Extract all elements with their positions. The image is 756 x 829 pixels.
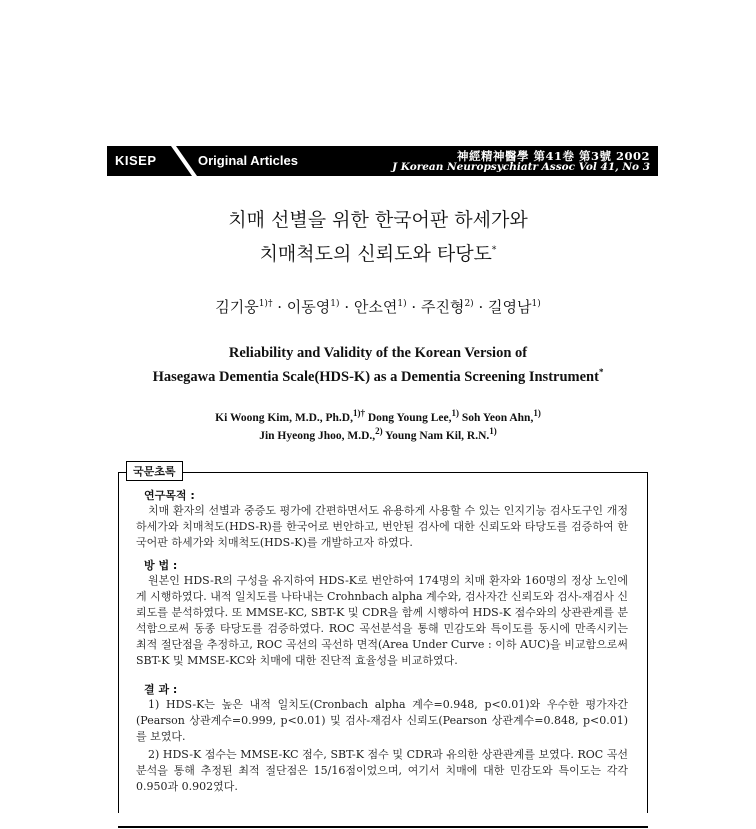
abstract-label: 국문초록 <box>126 461 183 481</box>
english-authors-line-1: Ki Woong Kim, M.D., Ph.D,$^{1)\dagger}$ Dong Young Lee,$^{1)}$ Soh Yeon Ahn,$^{1)}$ <box>215 408 541 424</box>
methods-paragraph: 원본인 HDS-R의 구성을 유지하여 HDS-K로 번안하여 174명의 치매 환자와 160명의 정상 노인에게 시행하였다. 내적 일치도를 나타내는 Crohnbach alpha 계수와, 검사자간 신뢰도와 검사-재검사 신뢰도를 분석하였다. 또 MMSE-KC, SBT-K 및 CDR을 함께 시행하여 HDS-K 점수와의 상관관계를 분석함으로써 동종 타당도를 검증하였다. ROC 곡선분석을 통해 민감도와 특이도를 동시에 만족시키는 최적 절단점을 추정하고, ROC 곡선의 곡선하 면적(Area Under Curve : 이하 AUC)을 비교함으로써 SBT-K 및 MMSE-KC와 치매에 대한 진단적 효율성을 비교하였다. <box>136 574 628 667</box>
methods-heading: 방 법 : <box>144 559 178 572</box>
section-label: Original Articles <box>198 153 298 168</box>
objective-heading: 연구목적 : <box>144 489 195 502</box>
english-title-line-1: Reliability and Validity of the Korean Version of <box>228 345 528 361</box>
korean-title-line-2: 치매척도의 신뢰도와 타당도* <box>259 243 497 265</box>
results-heading: 결 과 : <box>144 683 178 696</box>
bottom-rule <box>118 826 648 828</box>
kisep-tag: KISEP <box>115 153 157 168</box>
results-paragraph-1: 1) HDS-K는 높은 내적 일치도(Cronbach alpha 계수=0.948, p<0.01)와 우수한 평가자간(Pearson 상관계수=0.999, p<0.01) 및 검사-재검사 신뢰도(Pearson 상관계수=0.848, p<0.01)를 보였다. <box>136 698 628 743</box>
korean-authors: 김기웅$^{1)\dagger}$ · 이동영$^{1)}$ · 안소연$^{1)}$ · 주진형$^{2)}$ · 길영남$^{1)}$ <box>215 298 541 316</box>
english-authors-line-2: Jin Hyeong Jhoo, M.D.,$^{2)}$ Young Nam Kil, R.N.$^{1)}$ <box>259 426 497 442</box>
english-title-line-2: Hasegawa Dementia Scale(HDS-K) as a Dementia Screening Instrument* <box>152 367 604 385</box>
journal-title-korean: 神經精神醫學 第41卷 第3號 2002 <box>456 149 650 163</box>
korean-title-line-1: 치매 선별을 위한 한국어판 하세가와 <box>228 209 528 231</box>
journal-title-english: J Korean Neuropsychiatr Assoc Vol 41, No 3 <box>392 161 650 173</box>
header-slash-divider <box>167 146 197 176</box>
results-paragraph-2: 2) HDS-K 점수는 MMSE-KC 점수, SBT-K 점수 및 CDR과 유의한 상관관계를 보였다. ROC 곡선 분석을 통해 추정된 최적 절단점은 15/16점이었으며, 여기서 치매에 대한 민감도와 특이도는 각각 0.950과 0.902였다. <box>136 748 628 793</box>
objective-paragraph: 치매 환자의 선별과 중증도 평가에 간편하면서도 유용하게 사용할 수 있는 인지기능 검사도구인 개정 하세가와 치매척도(HDS-R)를 한국어로 번안하고, 번안된 검사에 대한 신뢰도와 타당도를 검증하여 한국어판 하세가와 치매척도(HDS-K)를 개발하고자 하였다. <box>136 504 628 549</box>
journal-header-bar <box>107 146 658 176</box>
